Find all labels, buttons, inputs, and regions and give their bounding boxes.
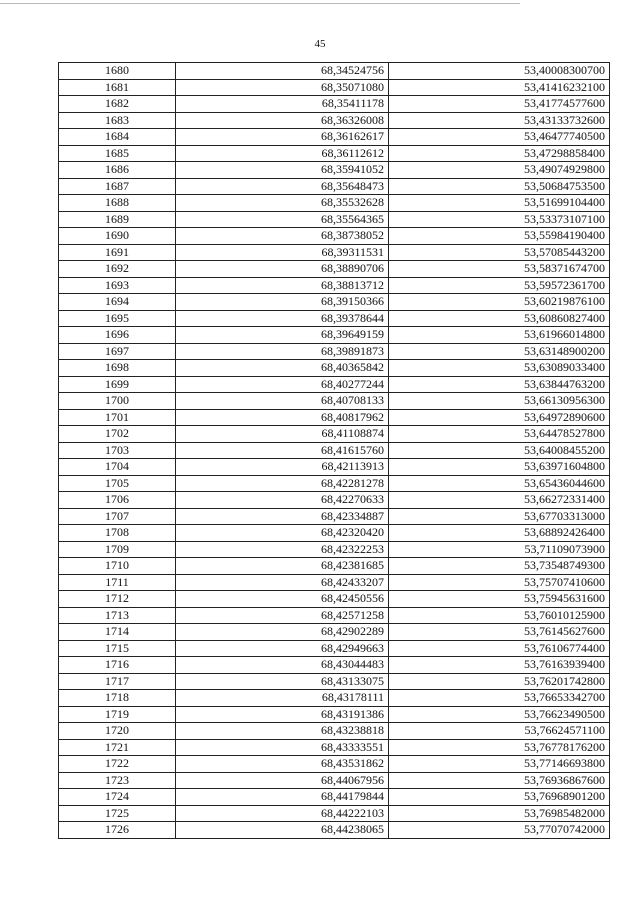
point-number-cell: 1686 <box>59 162 176 179</box>
table-row <box>59 393 610 410</box>
y-coordinate-cell: 53,60860827400 <box>389 310 610 327</box>
point-number-cell: 1682 <box>59 96 176 113</box>
x-coordinate-cell: 68,44222103 <box>176 805 389 822</box>
point-number-cell: 1719 <box>59 706 176 723</box>
point-number-cell: 1722 <box>59 756 176 773</box>
x-coordinate-cell: 68,36112612 <box>176 145 389 162</box>
y-coordinate-cell: 53,64008455200 <box>389 442 610 459</box>
x-coordinate-cell: 68,42270633 <box>176 492 389 509</box>
point-number-cell: 1710 <box>59 558 176 575</box>
table-row <box>59 360 610 377</box>
table-row <box>59 228 610 245</box>
table-row <box>59 475 610 492</box>
coordinates-table-body <box>59 63 610 839</box>
point-number-cell: 1725 <box>59 805 176 822</box>
point-number-cell: 1690 <box>59 228 176 245</box>
point-number-cell: 1715 <box>59 640 176 657</box>
point-number-cell: 1693 <box>59 277 176 294</box>
table-row <box>59 63 610 80</box>
y-coordinate-cell: 53,77146693800 <box>389 756 610 773</box>
x-coordinate-cell: 68,42281278 <box>176 475 389 492</box>
y-coordinate-cell: 53,50684753500 <box>389 178 610 195</box>
x-coordinate-cell: 68,38738052 <box>176 228 389 245</box>
y-coordinate-cell: 53,76653342700 <box>389 690 610 707</box>
table-row <box>59 145 610 162</box>
point-number-cell: 1700 <box>59 393 176 410</box>
point-number-cell: 1708 <box>59 525 176 542</box>
y-coordinate-cell: 53,47298858400 <box>389 145 610 162</box>
table-row <box>59 211 610 228</box>
table-row <box>59 756 610 773</box>
x-coordinate-cell: 68,39891873 <box>176 343 389 360</box>
x-coordinate-cell: 68,35564365 <box>176 211 389 228</box>
y-coordinate-cell: 53,53373107100 <box>389 211 610 228</box>
point-number-cell: 1709 <box>59 541 176 558</box>
table-row <box>59 277 610 294</box>
y-coordinate-cell: 53,63971604800 <box>389 459 610 476</box>
y-coordinate-cell: 53,66130956300 <box>389 393 610 410</box>
table-row <box>59 607 610 624</box>
point-number-cell: 1723 <box>59 772 176 789</box>
x-coordinate-cell: 68,43178111 <box>176 690 389 707</box>
x-coordinate-cell: 68,40277244 <box>176 376 389 393</box>
table-row <box>59 739 610 756</box>
x-coordinate-cell: 68,43191386 <box>176 706 389 723</box>
x-coordinate-cell: 68,42322253 <box>176 541 389 558</box>
x-coordinate-cell: 68,42334887 <box>176 508 389 525</box>
table-row <box>59 789 610 806</box>
x-coordinate-cell: 68,42902289 <box>176 624 389 641</box>
point-number-cell: 1688 <box>59 195 176 212</box>
point-number-cell: 1699 <box>59 376 176 393</box>
table-row <box>59 96 610 113</box>
x-coordinate-cell: 68,42320420 <box>176 525 389 542</box>
y-coordinate-cell: 53,40008300700 <box>389 63 610 80</box>
table-row <box>59 673 610 690</box>
x-coordinate-cell: 68,43044483 <box>176 657 389 674</box>
x-coordinate-cell: 68,43238818 <box>176 723 389 740</box>
y-coordinate-cell: 53,61966014800 <box>389 327 610 344</box>
y-coordinate-cell: 53,76163939400 <box>389 657 610 674</box>
x-coordinate-cell: 68,39311531 <box>176 244 389 261</box>
y-coordinate-cell: 53,67703313000 <box>389 508 610 525</box>
point-number-cell: 1724 <box>59 789 176 806</box>
x-coordinate-cell: 68,35411178 <box>176 96 389 113</box>
x-coordinate-cell: 68,42433207 <box>176 574 389 591</box>
y-coordinate-cell: 53,75945631600 <box>389 591 610 608</box>
x-coordinate-cell: 68,39649159 <box>176 327 389 344</box>
y-coordinate-cell: 53,68892426400 <box>389 525 610 542</box>
table-row <box>59 442 610 459</box>
point-number-cell: 1681 <box>59 79 176 96</box>
point-number-cell: 1689 <box>59 211 176 228</box>
y-coordinate-cell: 53,51699104400 <box>389 195 610 212</box>
point-number-cell: 1705 <box>59 475 176 492</box>
y-coordinate-cell: 53,76201742800 <box>389 673 610 690</box>
point-number-cell: 1718 <box>59 690 176 707</box>
table-row <box>59 162 610 179</box>
y-coordinate-cell: 53,77070742000 <box>389 822 610 839</box>
y-coordinate-cell: 53,76624571100 <box>389 723 610 740</box>
table-row <box>59 690 610 707</box>
table-row <box>59 591 610 608</box>
table-row <box>59 261 610 278</box>
point-number-cell: 1702 <box>59 426 176 443</box>
point-number-cell: 1720 <box>59 723 176 740</box>
top-rule <box>0 3 520 4</box>
point-number-cell: 1687 <box>59 178 176 195</box>
x-coordinate-cell: 68,43133075 <box>176 673 389 690</box>
point-number-cell: 1707 <box>59 508 176 525</box>
table-row <box>59 79 610 96</box>
x-coordinate-cell: 68,41108874 <box>176 426 389 443</box>
point-number-cell: 1698 <box>59 360 176 377</box>
table-row <box>59 640 610 657</box>
point-number-cell: 1696 <box>59 327 176 344</box>
page-number: 45 <box>314 38 326 50</box>
point-number-cell: 1685 <box>59 145 176 162</box>
table-row <box>59 492 610 509</box>
table-row <box>59 508 610 525</box>
y-coordinate-cell: 53,76145627600 <box>389 624 610 641</box>
point-number-cell: 1692 <box>59 261 176 278</box>
y-coordinate-cell: 53,63089033400 <box>389 360 610 377</box>
table-row <box>59 574 610 591</box>
point-number-cell: 1680 <box>59 63 176 80</box>
table-row <box>59 195 610 212</box>
y-coordinate-cell: 53,76985482000 <box>389 805 610 822</box>
table-row <box>59 310 610 327</box>
table-row <box>59 343 610 360</box>
point-number-cell: 1711 <box>59 574 176 591</box>
y-coordinate-cell: 53,41416232100 <box>389 79 610 96</box>
point-number-cell: 1701 <box>59 409 176 426</box>
table-row <box>59 327 610 344</box>
y-coordinate-cell: 53,66272331400 <box>389 492 610 509</box>
x-coordinate-cell: 68,39150366 <box>176 294 389 311</box>
table-row <box>59 112 610 129</box>
y-coordinate-cell: 53,76106774400 <box>389 640 610 657</box>
y-coordinate-cell: 53,64478527800 <box>389 426 610 443</box>
point-number-cell: 1695 <box>59 310 176 327</box>
table-row <box>59 541 610 558</box>
x-coordinate-cell: 68,42949663 <box>176 640 389 657</box>
table-row <box>59 805 610 822</box>
y-coordinate-cell: 53,76936867600 <box>389 772 610 789</box>
x-coordinate-cell: 68,42450556 <box>176 591 389 608</box>
table-row <box>59 706 610 723</box>
x-coordinate-cell: 68,39378644 <box>176 310 389 327</box>
table-row <box>59 409 610 426</box>
y-coordinate-cell: 53,57085443200 <box>389 244 610 261</box>
coordinates-table <box>58 62 610 839</box>
x-coordinate-cell: 68,35532628 <box>176 195 389 212</box>
table-row <box>59 772 610 789</box>
y-coordinate-cell: 53,55984190400 <box>389 228 610 245</box>
table-row <box>59 459 610 476</box>
table-row <box>59 426 610 443</box>
point-number-cell: 1683 <box>59 112 176 129</box>
x-coordinate-cell: 68,44067956 <box>176 772 389 789</box>
table-row <box>59 244 610 261</box>
point-number-cell: 1721 <box>59 739 176 756</box>
y-coordinate-cell: 53,63148900200 <box>389 343 610 360</box>
table-row <box>59 525 610 542</box>
x-coordinate-cell: 68,36162617 <box>176 129 389 146</box>
y-coordinate-cell: 53,71109073900 <box>389 541 610 558</box>
x-coordinate-cell: 68,42571258 <box>176 607 389 624</box>
x-coordinate-cell: 68,44179844 <box>176 789 389 806</box>
table-row <box>59 178 610 195</box>
x-coordinate-cell: 68,35648473 <box>176 178 389 195</box>
x-coordinate-cell: 68,38890706 <box>176 261 389 278</box>
point-number-cell: 1703 <box>59 442 176 459</box>
point-number-cell: 1713 <box>59 607 176 624</box>
x-coordinate-cell: 68,35941052 <box>176 162 389 179</box>
y-coordinate-cell: 53,49074929800 <box>389 162 610 179</box>
table-row <box>59 129 610 146</box>
x-coordinate-cell: 68,38813712 <box>176 277 389 294</box>
table-row <box>59 624 610 641</box>
table-row <box>59 294 610 311</box>
table-row <box>59 657 610 674</box>
y-coordinate-cell: 53,46477740500 <box>389 129 610 146</box>
table-row <box>59 376 610 393</box>
y-coordinate-cell: 53,76968901200 <box>389 789 610 806</box>
y-coordinate-cell: 53,75707410600 <box>389 574 610 591</box>
point-number-cell: 1712 <box>59 591 176 608</box>
y-coordinate-cell: 53,73548749300 <box>389 558 610 575</box>
table-row <box>59 723 610 740</box>
y-coordinate-cell: 53,60219876100 <box>389 294 610 311</box>
y-coordinate-cell: 53,64972890600 <box>389 409 610 426</box>
point-number-cell: 1716 <box>59 657 176 674</box>
point-number-cell: 1697 <box>59 343 176 360</box>
y-coordinate-cell: 53,76010125900 <box>389 607 610 624</box>
x-coordinate-cell: 68,40817962 <box>176 409 389 426</box>
y-coordinate-cell: 53,76623490500 <box>389 706 610 723</box>
y-coordinate-cell: 53,41774577600 <box>389 96 610 113</box>
point-number-cell: 1714 <box>59 624 176 641</box>
x-coordinate-cell: 68,40365842 <box>176 360 389 377</box>
x-coordinate-cell: 68,34524756 <box>176 63 389 80</box>
point-number-cell: 1704 <box>59 459 176 476</box>
x-coordinate-cell: 68,36326008 <box>176 112 389 129</box>
x-coordinate-cell: 68,41615760 <box>176 442 389 459</box>
x-coordinate-cell: 68,43531862 <box>176 756 389 773</box>
point-number-cell: 1726 <box>59 822 176 839</box>
point-number-cell: 1684 <box>59 129 176 146</box>
y-coordinate-cell: 53,58371674700 <box>389 261 610 278</box>
x-coordinate-cell: 68,42381685 <box>176 558 389 575</box>
x-coordinate-cell: 68,40708133 <box>176 393 389 410</box>
y-coordinate-cell: 53,59572361700 <box>389 277 610 294</box>
point-number-cell: 1717 <box>59 673 176 690</box>
point-number-cell: 1691 <box>59 244 176 261</box>
y-coordinate-cell: 53,43133732600 <box>389 112 610 129</box>
point-number-cell: 1694 <box>59 294 176 311</box>
y-coordinate-cell: 53,65436044600 <box>389 475 610 492</box>
x-coordinate-cell: 68,44238065 <box>176 822 389 839</box>
x-coordinate-cell: 68,42113913 <box>176 459 389 476</box>
table-row <box>59 558 610 575</box>
table-row <box>59 822 610 839</box>
x-coordinate-cell: 68,35071080 <box>176 79 389 96</box>
y-coordinate-cell: 53,63844763200 <box>389 376 610 393</box>
x-coordinate-cell: 68,43333551 <box>176 739 389 756</box>
y-coordinate-cell: 53,76778176200 <box>389 739 610 756</box>
point-number-cell: 1706 <box>59 492 176 509</box>
